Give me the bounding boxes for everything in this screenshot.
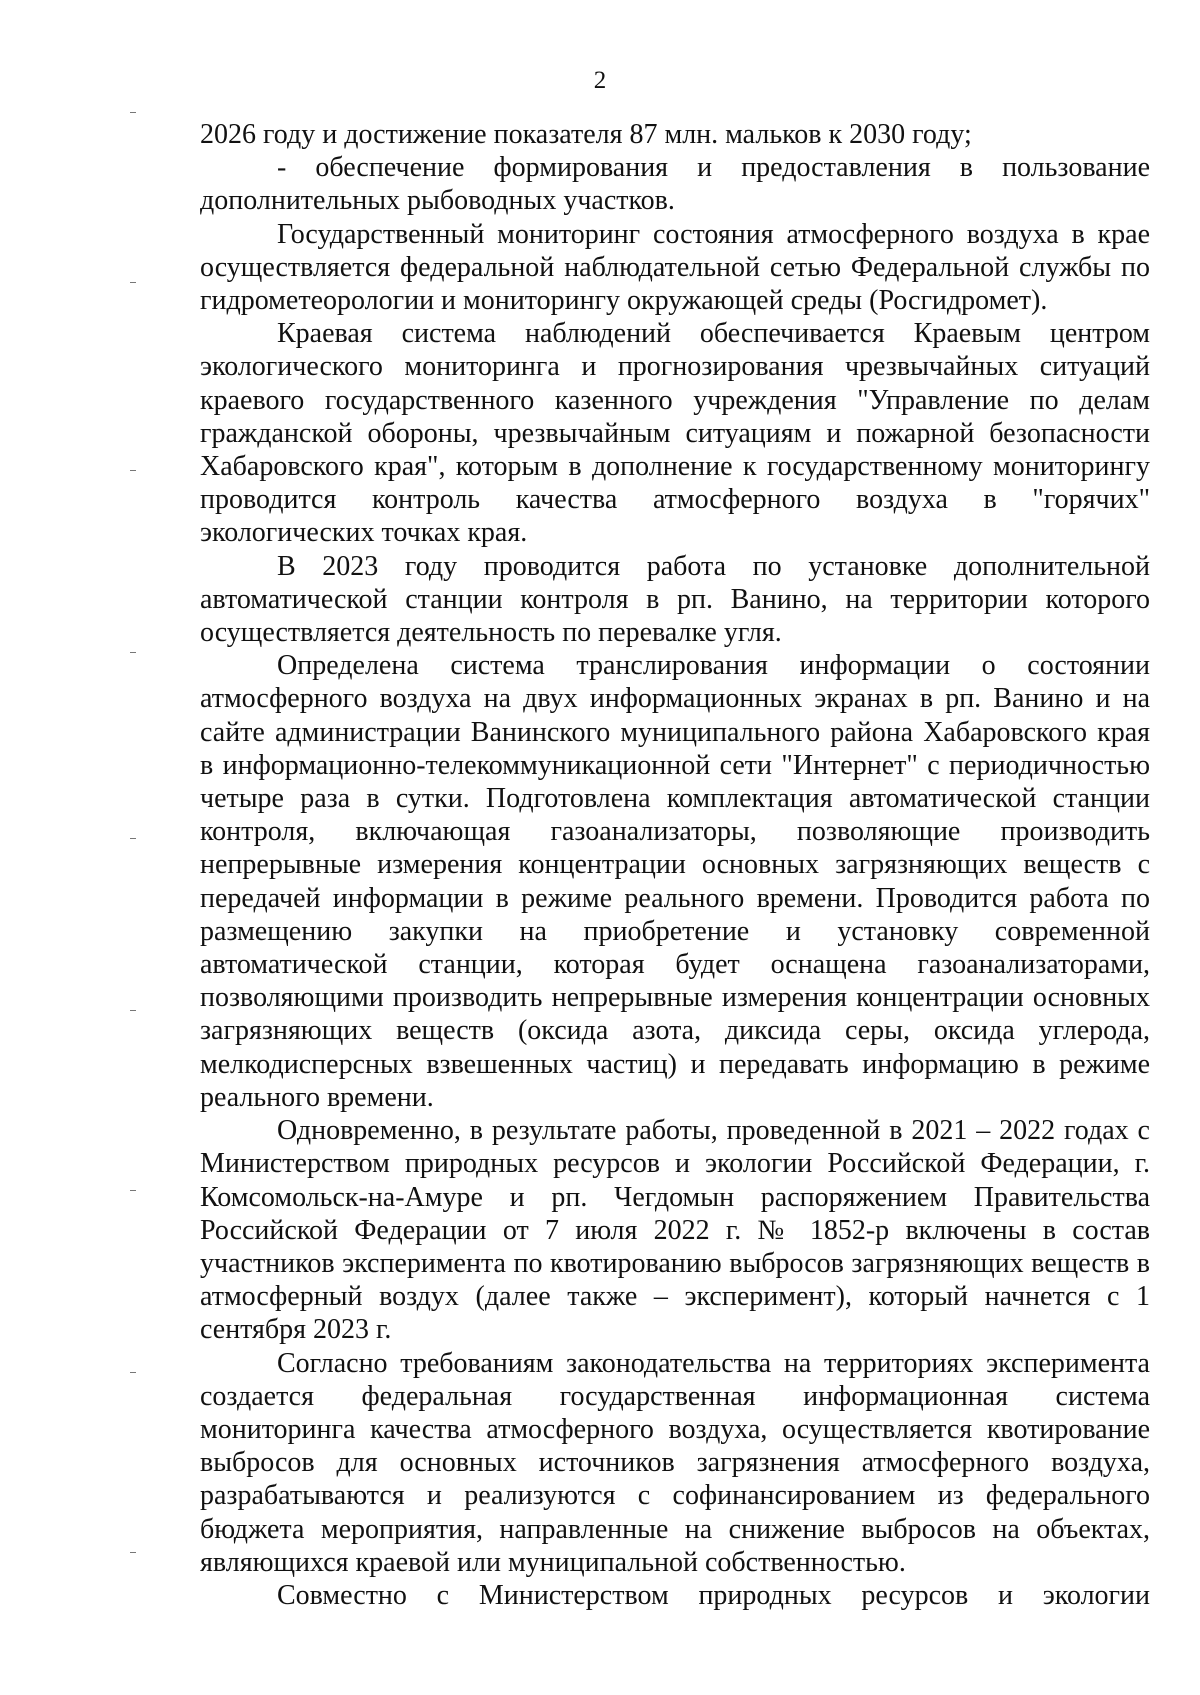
margin-mark [130,838,136,839]
paragraph: - обеспечение формирования и предоставления в пользование дополнительных рыбоводных участков. [200,152,1150,217]
margin-mark [130,1552,136,1553]
margin-mark [130,1190,136,1191]
paragraph: Определена система транслирования информации о состоянии атмосферного воздуха на двух информационных экранах в рп. Ванино и на сайте администрации Ванинского муниципального района Хабаровского края в информационно-телекоммуникационной сети "Интернет" с периодичностью четыре раза в сутки. Подготовлена комплектация автоматической станции контроля, включающая газоанализаторы, позволяющие производить непрерывные измерения концентрации основных загрязняющих веществ с передачей информации в режиме реального времени. Проводится работа по размещению закупки на приобретение и установку современной автоматической станции, которая будет оснащена газоанализаторами, позволяющими производить непрерывные измерения концентрации основных загрязняющих веществ (оксида азота, диксида серы, оксида углерода, мелкодисперсных взвешенных частиц) и передавать информацию в режиме реального времени. [200,650,1150,1113]
paragraph: Государственный мониторинг состояния атмосферного воздуха в крае осуществляется федеральной наблюдательной сетью Федеральной службы по гидрометеорологии и мониторингу окружающей среды (Росгидромет). [200,218,1150,317]
paragraph: Совместно с Министерством природных ресурсов и экологии [277,1579,1150,1611]
margin-mark [130,470,136,471]
paragraph: Краевая система наблюдений обеспечивается Краевым центром экологического мониторинга и прогнозирования чрезвычайных ситуаций краевого государственного казенного учреждения "Управление по делам гражданской обороны, чрезвычайным ситуациям и пожарной безопасности Хабаровского края", которым в дополнение к государственному мониторингу проводится контроль качества атмосферного воздуха в "горячих" экологических точках края. [200,318,1150,549]
document-body [200,118,1150,1612]
paragraph: 2026 году и достижение показателя 87 млн. мальков к 2030 году; [200,119,972,150]
paragraph: Одновременно, в результате работы, проведенной в 2021 – 2022 годах с Министерством природных ресурсов и экологии Российской Федерации, г. Комсомольск-на-Амуре и рп. Чегдомын распоряжением Правительства Российской Федерации от 7 июля 2022 г. № 1852-р включены в состав участников эксперимента по квотированию выбросов загрязняющих веществ в атмосферный воздух (далее также – эксперимент), который начнется с 1 сентября 2023 г. [200,1115,1150,1346]
margin-mark [130,652,136,653]
margin-mark [130,1372,136,1373]
margin-mark [130,1010,136,1011]
page-number: 2 [593,67,607,94]
margin-mark [130,112,136,113]
margin-mark [130,282,136,283]
paragraph: Согласно требованиям законодательства на территориях эксперимента создается федеральная государственная информационная система мониторинга качества атмосферного воздуха, осуществляется квотирование выбросов для основных источников загрязнения атмосферного воздуха, разрабатываются и реализуются с софинансированием из федерального бюджета мероприятия, направленные на снижение выбросов на объектах, являющихся краевой или муниципальной собственностью. [200,1347,1150,1578]
paragraph: В 2023 году проводится работа по установке дополнительной автоматической станции контроля в рп. Ванино, на территории которого осуществляется деятельность по перевалке угля. [200,550,1150,649]
